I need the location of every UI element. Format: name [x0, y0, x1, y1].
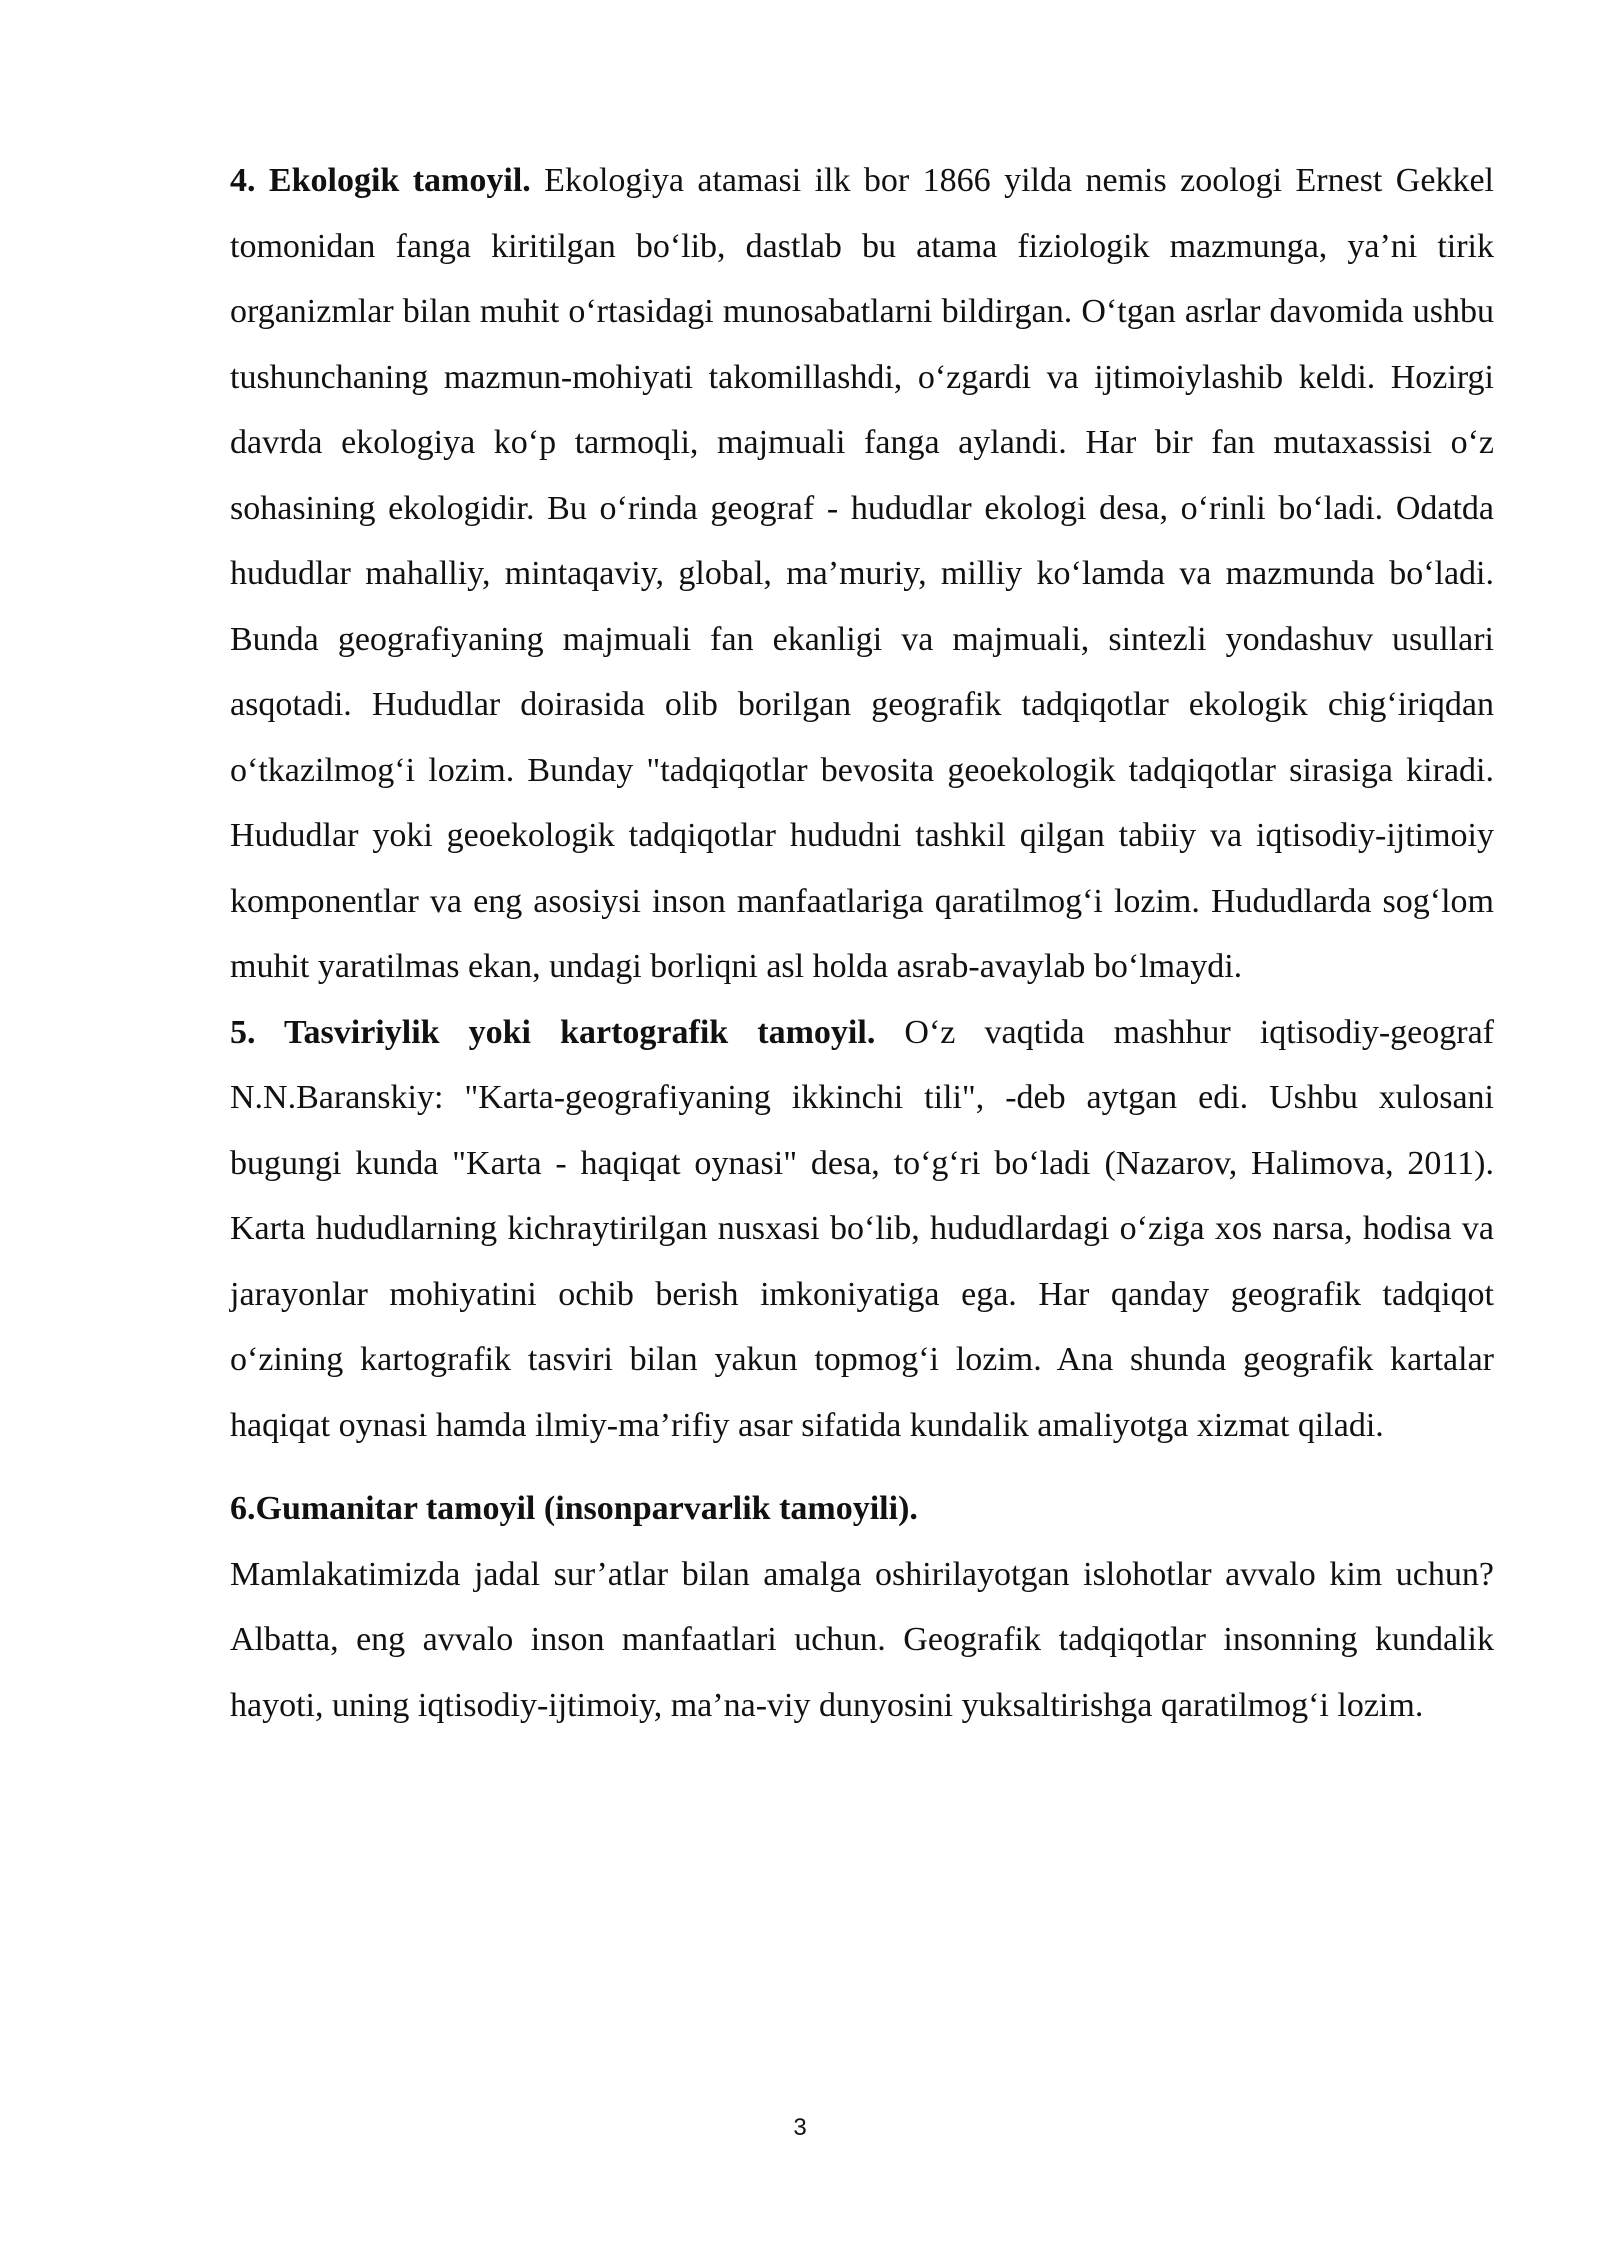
- section-body: Ekologiya atamasi ilk bor 1866 yilda nemis zoologi Ernest Gekkel tomonidan fanga kiritilgan bo‘lib, dastlab bu atama fiziologik mazmunga, ya’ni tirik organizmlar bilan muhit o‘rtasidagi munosabatlarni bildirgan. O‘tgan asrlar davomida ushbu tushunchaning mazmun-mohiyati takomillashdi, o‘zgardi va ijtimoiylashib keldi. Hozirgi davrda ekologiya ko‘p tarmoqli, majmuali fanga aylandi. Har bir fan mutaxassisi o‘z sohasining ekologidir. Bu o‘rinda geograf - hududlar ekologi desa, o‘rinli bo‘ladi. Odatda hududlar mahalliy, mintaqaviy, global, ma’muriy, milliy ko‘lamda va mazmunda bo‘ladi. Bunda geografiyaning majmuali fan ekanligi va majmuali, sintezli yondashuv usullari asqotadi. Hududlar doirasida olib borilgan geografik tadqiqotlar ekologik chig‘iriqdan o‘tkazilmog‘i lozim. Bunday "tadqiqotlar bevosita geoekologik tadqiqotlar sirasiga kiradi. Hududlar yoki geoekologik tadqiqotlar hududni tashkil qilgan tabiiy va iqtisodiy-ijtimoiy komponentlar va eng asosiysi inson manfaatlariga qaratilmog‘i lozim. Hududlarda sog‘lom muhit yaratilmas ekan, undagi borliqni asl holda asrab-avaylab bo‘lmaydi.: [230, 162, 1494, 985]
- section-body-humanitarian: Mamlakatimizda jadal sur’atlar bilan amalga oshirilayotgan islohotlar avvalo kim uchun? Albatta, eng avvalo inson manfaatlari uchun. Geografik tadqiqotlar insonning kundalik hayoti, uning iqtisodiy-ijtimoiy, ma’na-viy dunyosini yuksaltirishga qaratilmog‘i lozim.: [230, 1555, 1494, 1724]
- section-heading: 5. Tasviriylik yoki kartografik tamoyil.: [230, 1013, 876, 1051]
- page-number: 3: [793, 2114, 807, 2141]
- section-body: O‘z vaqtida mashhur iqtisodiy-geograf N.N.Baranskiy: "Karta-geografiyaning ikkinchi tili", -deb aytgan edi. Ushbu xulosani bugungi kunda "Karta - haqiqat oynasi" desa, to‘g‘ri bo‘ladi (Nazarov, Halimova, 2011). Karta hududlarning kichraytirilgan nusxasi bo‘lib, hududlardagi o‘ziga xos narsa, hodisa va jarayonlar mohiyatini ochib berish imkoniyatiga ega. Har qanday geografik tadqiqot o‘zining kartografik tasviri bilan yakun topmog‘i lozim. Ana shunda geografik kartalar haqiqat oynasi hamda ilmiy-ma’rifiy asar sifatida kundalik amaliyotga xizmat qiladi.: [230, 1013, 1494, 1444]
- section-heading-humanitarian: 6.Gumanitar tamoyil (insonparvarlik tamoyili).: [230, 1490, 918, 1527]
- section-heading: 4. Ekologik tamoyil.: [230, 162, 531, 199]
- document-page: [230, 148, 1494, 1738]
- section-ecological-principle: [230, 148, 1494, 1000]
- section-cartographic-principle: [230, 1000, 1494, 1459]
